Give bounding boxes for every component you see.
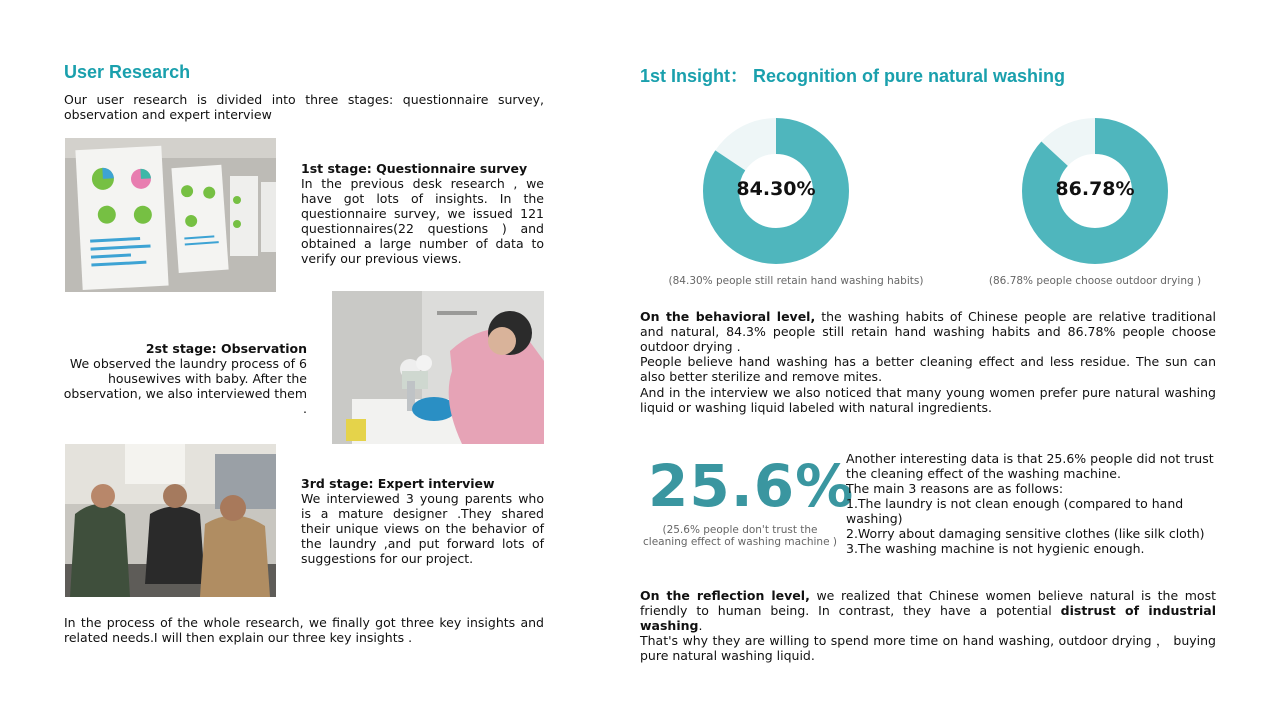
stat3-caption-line2: cleaning effect of washing machine ) <box>643 536 837 548</box>
distrust-intro: Another interesting data is that 25.6% people did not trust the cleaning effect of the washing machine. <box>846 451 1214 481</box>
stat1-caption: (84.30% people still retain hand washing habits) <box>668 275 924 287</box>
behavioral-paragraph <box>640 309 1216 384</box>
stat3-caption-line1: (25.6% people don't trust the <box>662 524 818 536</box>
reflection-text2: That's why they are willing to spend more time on hand washing, outdoor drying ， buying pure natural washing liquid. <box>640 633 1216 663</box>
interview-paragraph: And in the interview we also noticed that many young women prefer pure natural washing liquid or washing liquid labeled with natural ingredients. <box>640 385 1216 415</box>
insight-title: 1st Insight： Recognition of pure natural washing <box>640 66 1066 86</box>
stat2-value: 86.78% <box>1055 178 1135 200</box>
user-research-intro: Our user research is divided into three stages: questionnaire survey, observation and expert interview <box>64 92 544 122</box>
stat3-value: 25.6% <box>648 452 855 520</box>
reason-item: 2.Worry about damaging sensitive clothes (like silk cloth) <box>846 526 1205 541</box>
stage1-text: In the previous desk research , we have got lots of insights. In the questionnaire survey, we issued 121 questionnaires(22 questions ) and obtained a large number of data to verify our previous views. <box>301 176 544 266</box>
stage2-block <box>60 341 307 416</box>
stat1-value: 84.30% <box>736 178 816 200</box>
stat2-caption: (86.78% people choose outdoor drying ) <box>988 275 1202 287</box>
stat3-caption <box>640 524 840 548</box>
reflection-bold2: distrust of industrial washing <box>640 603 1216 633</box>
user-research-title: User Research <box>64 62 191 82</box>
research-conclusion: In the process of the whole research, we finally got three key insights and related needs.I will then explain our three key insights . <box>64 615 544 645</box>
behavioral-text: the washing habits of Chinese people are relative traditional and natural, 84.3% people still retain hand washing habits and 86.78% people choose outdoor drying . <box>640 309 1216 354</box>
reason-item: 1.The laundry is not clean enough (compared to hand washing) <box>846 496 1184 526</box>
observation-photo <box>332 291 544 444</box>
distrust-paragraph <box>846 451 1218 556</box>
stage1-block <box>301 161 544 266</box>
reflection-paragraph <box>640 588 1216 663</box>
behavioral-bold: On the behavioral level, <box>640 309 816 324</box>
questionnaire-photo <box>65 138 276 292</box>
expert-interview-photo <box>65 444 276 597</box>
reflection-bold: On the reflection level, <box>640 588 810 603</box>
stage2-heading: 2st stage: Observation <box>145 341 307 356</box>
stage3-block <box>301 476 544 566</box>
reasons-heading: The main 3 reasons are as follows: <box>846 481 1064 496</box>
stage3-text: We interviewed 3 young parents who is a mature designer .They shared their unique views on the behavior of the laundry ,and put forward lots of suggestions for our project. <box>301 491 544 566</box>
stage1-heading: 1st stage: Questionnaire survey <box>301 161 528 176</box>
stage3-heading: 3rd stage: Expert interview <box>301 476 495 491</box>
behavioral-text2: People believe hand washing has a better cleaning effect and less residue. The sun can also better sterilize and remove mites. <box>640 354 1216 384</box>
reason-item: 3.The washing machine is not hygienic enough. <box>846 541 1145 556</box>
stage2-text: We observed the laundry process of 6 housewives with baby. After the observation, we also interviewed them . <box>63 356 307 416</box>
reflection-text: we realized that Chinese women believe natural is the most friendly to human being. In contrast, they have a potential <box>640 588 1216 618</box>
reflection-end: . <box>698 618 703 633</box>
